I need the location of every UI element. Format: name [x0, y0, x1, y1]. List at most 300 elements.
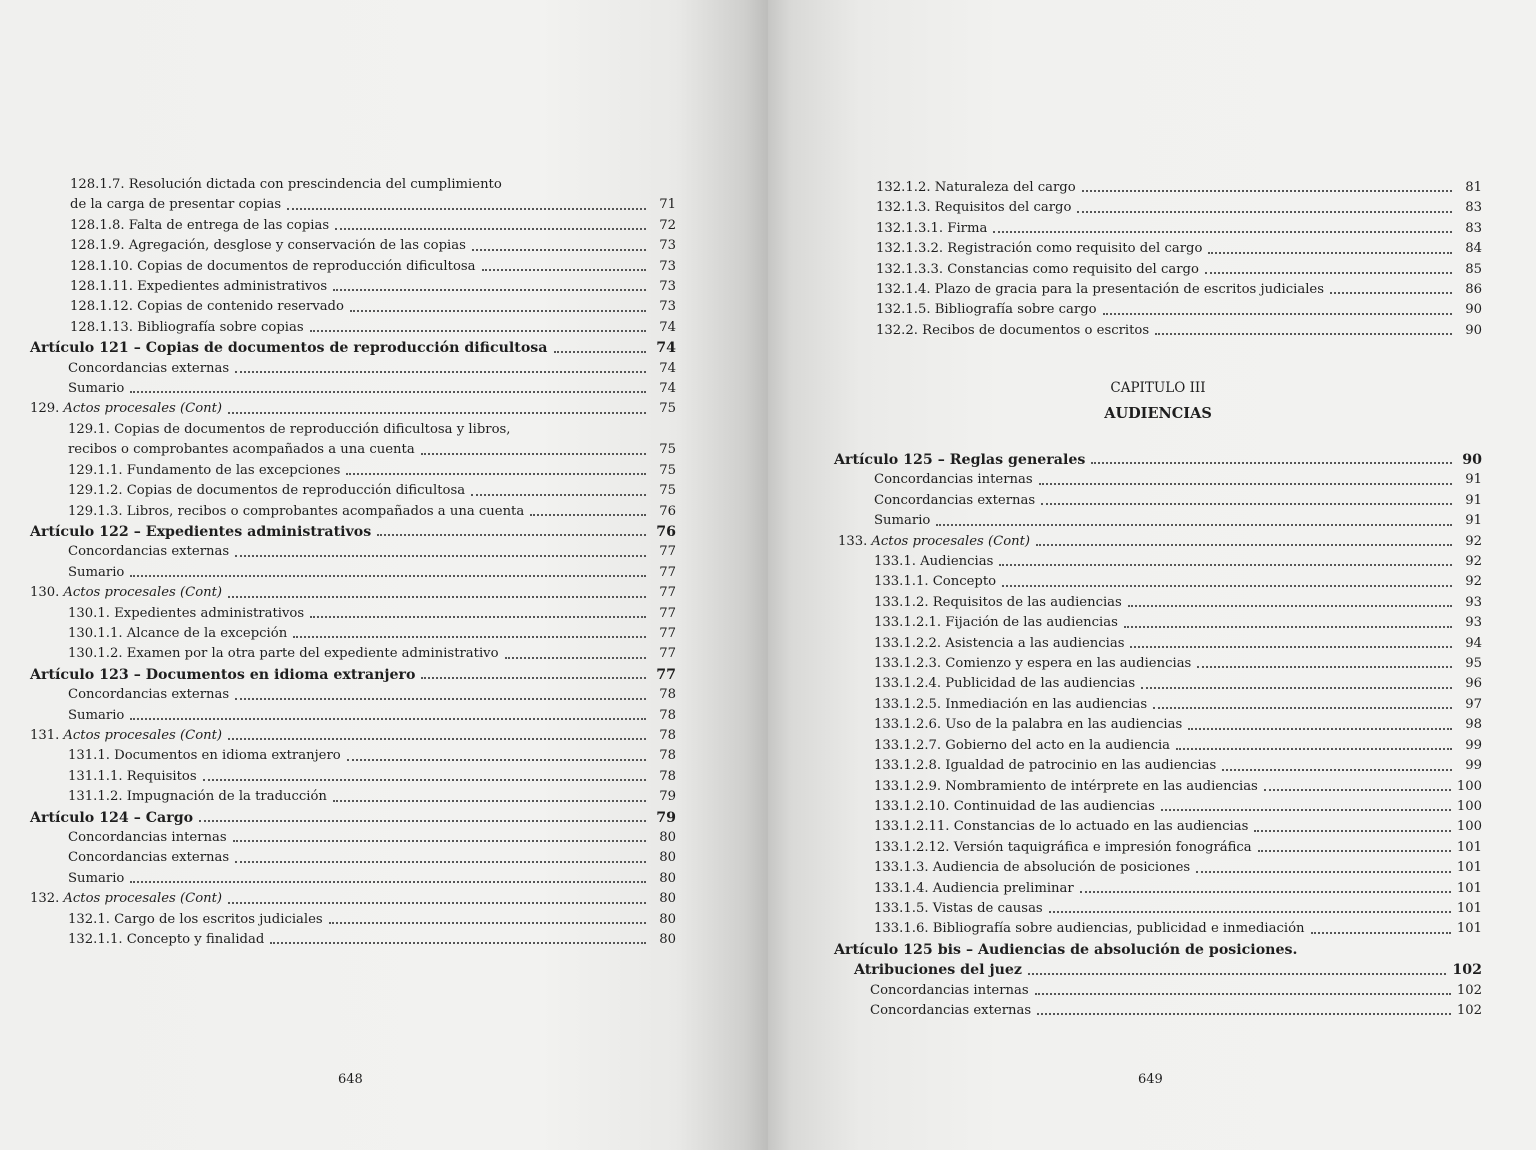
toc-entry-row [834, 260, 1482, 280]
dot-leader [233, 840, 646, 842]
toc-entry-label: 133.1.4. Audiencia preliminar [874, 880, 1074, 896]
toc-entry-row [834, 321, 1482, 341]
toc-entry [834, 674, 1482, 694]
toc-entry-label: 132.2. Recibos de documentos o escritos [876, 322, 1150, 338]
toc-entry-label: Actos procesales (Cont) [871, 533, 1031, 549]
page-ref: 76 [659, 503, 676, 519]
dot-leader [270, 942, 646, 944]
dot-leader [228, 738, 646, 740]
dot-leader [472, 249, 646, 251]
toc-entry-label: Sumario [68, 870, 125, 886]
toc-entry-row [834, 300, 1482, 320]
page-ref: 79 [656, 809, 676, 826]
toc-entry-row [30, 440, 676, 460]
page-ref: 100 [1456, 819, 1482, 835]
toc-entry-label: 128.1.12. Copias de contenido reservado [70, 299, 344, 315]
page-ref: 73 [659, 258, 676, 274]
page-ref: 74 [659, 381, 676, 397]
page-ref: 80 [659, 911, 676, 927]
toc-entry [30, 706, 676, 726]
toc-entry-label: 133.1.2.11. Constancias de lo actuado en las audiencias [874, 819, 1249, 835]
toc-entry [834, 736, 1482, 756]
dot-leader [333, 800, 646, 802]
toc-entry-row [30, 746, 676, 766]
toc-entry-row [30, 889, 676, 909]
toc-entry [30, 236, 676, 256]
dot-leader [1141, 687, 1452, 689]
toc-heading [30, 522, 676, 542]
toc-entry-label: Artículo 124 – Cargo [30, 809, 194, 826]
dot-leader [1264, 789, 1451, 791]
toc-entry-label: Concordancias externas [68, 544, 230, 560]
toc-entry [30, 746, 676, 766]
dot-leader [1130, 646, 1452, 648]
page-ref: 76 [656, 523, 676, 540]
page-ref: 91 [1465, 492, 1482, 508]
right-table-of-contents-top [834, 178, 1482, 341]
dot-leader [1153, 707, 1452, 709]
page-ref: 85 [1465, 261, 1482, 277]
toc-entry [30, 624, 676, 644]
toc-entry-row [30, 685, 676, 705]
toc-entry-row [30, 726, 676, 746]
page-ref: 73 [659, 238, 676, 254]
dot-leader [1041, 503, 1452, 505]
dot-leader [1205, 272, 1452, 274]
toc-entry-label: 130.1.1. Alcance de la excepción [68, 625, 288, 641]
page-ref: 90 [1465, 302, 1482, 318]
toc-entry-label: Artículo 122 – Expedientes administrativos [30, 523, 372, 540]
toc-entry-label: 131.1.2. Impugnación de la traducción [68, 789, 327, 805]
chapter-title: AUDIENCIAS [1104, 405, 1212, 422]
toc-heading [834, 450, 1482, 470]
dot-leader [1002, 585, 1452, 587]
toc-entry-label: 128.1.8. Falta de entrega de las copias [70, 217, 330, 233]
page-ref: 73 [659, 299, 676, 315]
toc-heading [834, 940, 1482, 981]
dot-leader [130, 575, 646, 577]
toc-entry [834, 919, 1482, 939]
toc-entry [30, 461, 676, 481]
toc-entry-row [30, 257, 676, 277]
dot-leader [1028, 973, 1446, 975]
page-ref: 96 [1465, 676, 1482, 692]
toc-entry-row [30, 359, 676, 379]
toc-entry-label: 133.1.2.10. Continuidad de las audiencias [874, 798, 1155, 814]
toc-entry-row [834, 532, 1482, 552]
page-ref: 81 [1465, 180, 1482, 195]
toc-entry [834, 715, 1482, 735]
toc-entry-label: 129.1.2. Copias de documentos de reproducción dificultosa [68, 483, 466, 499]
dot-leader [1036, 544, 1452, 546]
page-ref: 101 [1456, 921, 1482, 937]
toc-entry-row [834, 960, 1482, 980]
toc-entry [834, 1001, 1482, 1021]
dot-leader [936, 524, 1452, 526]
toc-entry [834, 613, 1482, 633]
toc-entry-row [30, 869, 676, 889]
page-ref: 74 [656, 340, 676, 357]
toc-entry [30, 502, 676, 522]
toc-entry-label: Concordancias internas [870, 982, 1029, 998]
page-ref: 100 [1456, 778, 1482, 794]
toc-entry-row [834, 1001, 1482, 1021]
toc-entry [834, 260, 1482, 280]
page-ref: 97 [1465, 696, 1482, 712]
toc-entry-label: 133.1.6. Bibliografía sobre audiencias, publicidad e inmediación [874, 921, 1305, 937]
toc-entry-label: 133.1.2.2. Asistencia a las audiencias [874, 635, 1125, 651]
toc-entry-row [834, 695, 1482, 715]
toc-entry-row [30, 624, 676, 644]
toc-entry-label: 129.1.3. Libros, recibos o comprobantes acompañados a una cuenta [68, 503, 525, 519]
toc-entry-label: 129.1. Copias de documentos de reproducción dificultosa y libros, [68, 421, 511, 437]
toc-entry-row [30, 481, 676, 501]
toc-entry-row [834, 899, 1482, 919]
toc-entry-row [30, 767, 676, 787]
page-ref: 83 [1465, 220, 1482, 236]
toc-entry [834, 300, 1482, 320]
page-number-left: 648 [338, 1072, 363, 1087]
toc-entry-row [834, 470, 1482, 490]
toc-entry-row [30, 563, 676, 583]
page-ref: 73 [659, 279, 676, 295]
toc-entry-label: Sumario [68, 381, 125, 397]
dot-leader [228, 412, 646, 414]
toc-entry-row [834, 178, 1482, 198]
toc-entry-label: Artículo 125 bis – Audiencias de absolución de posiciones. [834, 941, 1298, 958]
toc-entry-row [834, 219, 1482, 239]
toc-entry [30, 563, 676, 583]
toc-entry-label: 133.1.2.3. Comienzo y espera en las audiencias [874, 656, 1192, 672]
dot-leader [993, 231, 1452, 233]
dot-leader [347, 759, 646, 761]
page-ref: 80 [659, 850, 676, 866]
toc-entry-label: Sumario [874, 513, 931, 529]
dot-leader [999, 564, 1452, 566]
dot-leader [329, 922, 646, 924]
toc-entry-row [834, 736, 1482, 756]
dot-leader [421, 453, 646, 455]
toc-entry-label: 130.1. Expedientes administrativos [68, 605, 305, 621]
toc-entry [30, 583, 676, 603]
page-ref: 78 [659, 727, 676, 743]
toc-entry-row [30, 379, 676, 399]
page-ref: 92 [1465, 554, 1482, 570]
toc-entry-row [834, 674, 1482, 694]
toc-entry-label: 132.1.5. Bibliografía sobre cargo [876, 302, 1097, 318]
toc-entry [834, 470, 1482, 490]
page-ref: 78 [659, 768, 676, 784]
toc-entry [30, 930, 676, 950]
toc-entry-label: 133.1.5. Vistas de causas [874, 900, 1043, 916]
toc-entry [834, 777, 1482, 797]
toc-entry-label: 133.1.2.6. Uso de la palabra en las audiencias [874, 717, 1183, 733]
toc-entry [30, 869, 676, 889]
toc-entry-label: 133.1.2.7. Gobierno del acto en la audiencia [874, 737, 1171, 753]
page-ref: 75 [659, 442, 676, 458]
dot-leader [1176, 748, 1452, 750]
toc-entry-label: 132.1.1. Concepto y finalidad [68, 932, 265, 948]
toc-entry-label: Sumario [68, 707, 125, 723]
toc-entry-row [30, 848, 676, 868]
toc-entry-row [834, 797, 1482, 817]
chapter-label: CAPITULO III [1110, 380, 1206, 396]
toc-entry-label: Concordancias internas [874, 472, 1033, 488]
toc-entry-label: 132.1.4. Plazo de gracia para la presentación de escritos judiciales [876, 282, 1325, 298]
dot-leader [1049, 911, 1451, 913]
toc-entry-row [30, 399, 676, 419]
toc-entry-row [30, 461, 676, 481]
toc-entry-label: 128.1.13. Bibliografía sobre copias [70, 319, 304, 335]
dot-leader [1080, 891, 1451, 893]
dot-leader [1155, 333, 1452, 335]
toc-entry-label: 133.1.2.1. Fijación de las audiencias [874, 615, 1118, 631]
page-ref: 91 [1465, 472, 1482, 488]
toc-entry-label-continued: Atribuciones del juez [854, 962, 1022, 979]
toc-entry [834, 797, 1482, 817]
page-ref: 99 [1465, 758, 1482, 774]
toc-entry-label: 131.1. Documentos en idioma extranjero [68, 748, 341, 764]
page-ref: 101 [1456, 900, 1482, 916]
toc-entry-label-continued: recibos o comprobantes acompañados a una cuenta [68, 442, 415, 458]
page-ref: 90 [1465, 322, 1482, 338]
page-ref: 102 [1456, 1002, 1482, 1018]
page-ref: 72 [659, 217, 676, 233]
dot-leader [350, 310, 646, 312]
toc-entry [834, 899, 1482, 919]
toc-entry-row [30, 706, 676, 726]
dot-leader [335, 228, 646, 230]
toc-entry-row [834, 450, 1482, 470]
page-ref: 77 [659, 564, 676, 580]
page-ref: 98 [1465, 717, 1482, 733]
section-number: 133. [838, 533, 868, 549]
dot-leader [1330, 292, 1452, 294]
toc-entry-row [834, 198, 1482, 218]
toc-entry-row [30, 583, 676, 603]
toc-entry-row [834, 552, 1482, 572]
page-ref: 77 [659, 585, 676, 601]
toc-entry-label: 133.1.2.5. Inmediación en las audiencias [874, 696, 1148, 712]
toc-entry-label: 131.1.1. Requisitos [68, 768, 197, 784]
toc-entry [30, 277, 676, 297]
dot-leader [235, 698, 646, 700]
dot-leader [1197, 666, 1452, 668]
page-ref: 77 [656, 666, 676, 683]
toc-entry-row [834, 634, 1482, 654]
toc-entry [834, 511, 1482, 531]
dot-leader [421, 677, 646, 679]
toc-entry-label: 132.1.3.1. Firma [876, 220, 988, 236]
toc-entry [30, 481, 676, 501]
dot-leader [287, 208, 646, 210]
left-table-of-contents [30, 175, 676, 950]
page-ref: 78 [659, 687, 676, 703]
toc-entry [30, 399, 676, 419]
toc-entry-label: Sumario [68, 564, 125, 580]
dot-leader [1196, 871, 1451, 873]
page-ref: 100 [1456, 798, 1482, 814]
section-number: 129. [30, 401, 60, 417]
toc-entry-row [834, 613, 1482, 633]
toc-entry-label: Actos procesales (Cont) [63, 585, 223, 601]
dot-leader [1311, 932, 1451, 934]
toc-entry [30, 910, 676, 930]
page-ref: 77 [659, 646, 676, 662]
toc-entry-row [30, 604, 676, 624]
toc-entry-label: 128.1.10. Copias de documentos de reproducción dificultosa [70, 258, 476, 274]
dot-leader [1035, 993, 1451, 995]
toc-entry-label: 133.1. Audiencias [874, 554, 994, 570]
toc-entry-label: Concordancias externas [870, 1002, 1032, 1018]
toc-entry-label: 128.1.11. Expedientes administrativos [70, 279, 328, 295]
dot-leader [235, 371, 646, 373]
dot-leader [1254, 830, 1450, 832]
dot-leader [130, 718, 646, 720]
dot-leader [505, 657, 646, 659]
page-ref: 77 [659, 544, 676, 560]
page-ref: 99 [1465, 737, 1482, 753]
toc-entry [834, 321, 1482, 341]
toc-entry-label: Concordancias internas [68, 830, 227, 845]
toc-entry-row [834, 858, 1482, 878]
dot-leader [1037, 1013, 1451, 1015]
toc-entry-row [834, 879, 1482, 899]
toc-entry-row [30, 338, 676, 358]
page-ref: 79 [659, 789, 676, 805]
toc-entry-label: 133.1.2.8. Igualdad de patrocinio en las audiencias [874, 758, 1217, 774]
toc-entry-row [834, 777, 1482, 797]
toc-heading [30, 338, 676, 358]
toc-entry-row [834, 817, 1482, 837]
page-ref: 90 [1462, 452, 1482, 468]
toc-entry [30, 359, 676, 379]
toc-entry-row [30, 930, 676, 950]
toc-entry [834, 239, 1482, 259]
page-ref: 95 [1465, 656, 1482, 672]
toc-entry-label: 132.1. Cargo de los escritos judiciales [68, 911, 323, 927]
page-ref: 80 [659, 891, 676, 907]
toc-entry-row [834, 491, 1482, 511]
page-ref: 77 [659, 625, 676, 641]
toc-entry-row [30, 318, 676, 338]
toc-entry-row [30, 828, 676, 848]
dot-leader [1124, 626, 1452, 628]
toc-entry [30, 828, 676, 848]
page-ref: 86 [1465, 282, 1482, 298]
dot-leader [1082, 190, 1452, 192]
toc-entry [834, 634, 1482, 654]
dot-leader [1222, 769, 1452, 771]
toc-entry [834, 552, 1482, 572]
toc-entry-label: 133.1.2.12. Versión taquigráfica e impresión fonográfica [874, 839, 1252, 855]
toc-entry [30, 318, 676, 338]
toc-entry-row [30, 277, 676, 297]
toc-entry-row [30, 502, 676, 522]
toc-entry-row [834, 838, 1482, 858]
toc-entry [834, 838, 1482, 858]
toc-entry-row [30, 644, 676, 664]
page-ref: 101 [1456, 860, 1482, 876]
dot-leader [130, 881, 646, 883]
toc-entry-label: Concordancias externas [874, 492, 1036, 508]
toc-entry-label: 133.1.3. Audiencia de absolución de posiciones [874, 860, 1191, 876]
page-ref: 94 [1465, 635, 1482, 651]
dot-leader [530, 514, 646, 516]
page-ref: 77 [659, 605, 676, 621]
page-ref: 75 [659, 483, 676, 499]
toc-entry-label: 132.1.3.3. Constancias como requisito del cargo [876, 261, 1199, 277]
toc-entry-label: Concordancias externas [68, 850, 230, 866]
toc-entry [30, 685, 676, 705]
toc-entry-label: 133.1.2.9. Nombramiento de intérprete en las audiencias [874, 778, 1258, 794]
toc-entry-row [30, 808, 676, 828]
dot-leader [1039, 483, 1452, 485]
toc-entry-row [30, 522, 676, 542]
toc-entry-row [30, 216, 676, 236]
dot-leader [1091, 462, 1452, 464]
toc-entry [30, 216, 676, 236]
toc-entry [30, 175, 676, 216]
toc-entry [30, 767, 676, 787]
dot-leader [482, 269, 646, 271]
toc-entry-row [30, 236, 676, 256]
page-number-right: 649 [1138, 1072, 1163, 1087]
toc-entry-label: 132.1.3. Requisitos del cargo [876, 200, 1072, 216]
page-ref: 102 [1456, 982, 1482, 998]
toc-entry [30, 848, 676, 868]
toc-entry-row [834, 919, 1482, 939]
page-ref: 92 [1465, 533, 1482, 549]
toc-entry-row [834, 511, 1482, 531]
section-number: 131. [30, 727, 60, 743]
dot-leader [1208, 252, 1452, 254]
toc-entry [834, 654, 1482, 674]
dot-leader [346, 473, 646, 475]
toc-entry-label: 133.1.1. Concepto [874, 574, 997, 590]
toc-entry-label: 130.1.2. Examen por la otra parte del expediente administrativo [68, 646, 499, 662]
toc-entry [834, 593, 1482, 613]
toc-entry-label: 132.1.2. Naturaleza del cargo [876, 180, 1076, 195]
section-number: 130. [30, 585, 60, 601]
toc-entry [834, 280, 1482, 300]
page-ref: 93 [1465, 594, 1482, 610]
page-ref: 84 [1465, 241, 1482, 257]
dot-leader [130, 391, 646, 393]
toc-entry [834, 219, 1482, 239]
page-ref: 101 [1456, 880, 1482, 896]
toc-entry [30, 889, 676, 909]
dot-leader [310, 616, 646, 618]
dot-leader [228, 902, 646, 904]
dot-leader [1128, 605, 1452, 607]
toc-entry-label: Artículo 125 – Reglas generales [834, 452, 1086, 468]
page-ref: 74 [659, 319, 676, 335]
dot-leader [471, 494, 646, 496]
toc-entry-row [834, 715, 1482, 735]
page-ref: 80 [659, 932, 676, 948]
dot-leader [1103, 313, 1452, 315]
toc-entry [834, 817, 1482, 837]
toc-entry-row [30, 665, 676, 685]
toc-entry [30, 604, 676, 624]
toc-entry [834, 756, 1482, 776]
dot-leader [228, 596, 646, 598]
dot-leader [1188, 728, 1452, 730]
page-ref: 78 [659, 707, 676, 723]
toc-entry-label: 129.1.1. Fundamento de las excepciones [68, 462, 341, 478]
page-ref: 83 [1465, 200, 1482, 216]
